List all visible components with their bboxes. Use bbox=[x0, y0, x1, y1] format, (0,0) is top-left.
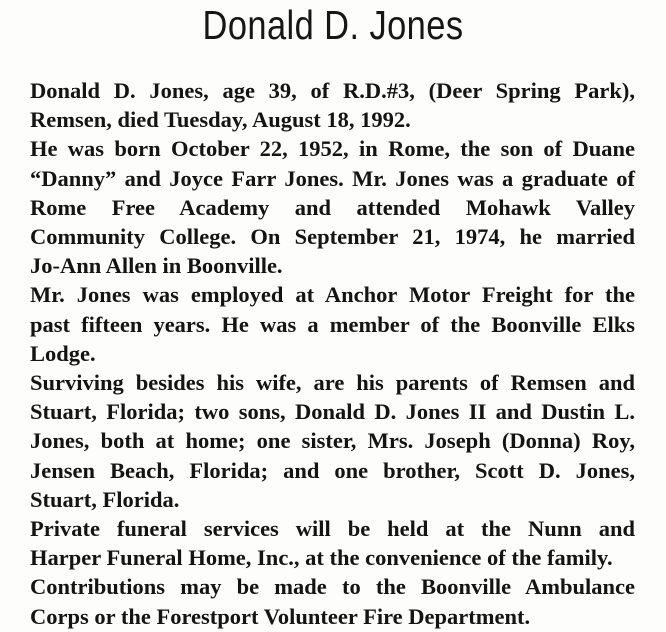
text-line: He was born October 22, 1952, in Rome, the son of Duane bbox=[30, 136, 635, 162]
text-line: Private funeral services will be held at the Nunn and bbox=[30, 516, 635, 542]
text-line: Contributions may be made to the Boonville Ambulance bbox=[30, 574, 635, 600]
paragraph-death-notice bbox=[30, 76, 635, 134]
headline: Donald D. Jones bbox=[202, 2, 464, 48]
paragraph-survivors bbox=[30, 368, 635, 514]
paragraph-biography bbox=[30, 134, 635, 280]
obituary-body bbox=[30, 76, 635, 631]
text-line: Surviving besides his wife, are his parents of Remsen and bbox=[30, 370, 635, 396]
text-line: “Danny” and Joyce Farr Jones. Mr. Jones was a graduate of bbox=[30, 165, 635, 191]
text-line: Community College. On September 21, 1974, he married bbox=[30, 224, 635, 250]
text-line: Jo-Ann Allen in Boonville. bbox=[30, 253, 283, 279]
paragraph-employment bbox=[30, 280, 635, 368]
text-line: Rome Free Academy and attended Mohawk Valley bbox=[30, 194, 635, 220]
text-line: past fifteen years. He was a member of the Boonville Elks bbox=[30, 311, 635, 337]
text-line: Stuart, Florida. bbox=[30, 486, 180, 512]
text-line: Stuart, Florida; two sons, Donald D. Jones II and Dustin L. bbox=[30, 399, 635, 425]
text-line: Harper Funeral Home, Inc., at the convenience of the family. bbox=[30, 545, 613, 571]
text-line: Mr. Jones was employed at Anchor Motor Freight for the bbox=[30, 282, 635, 308]
text-line: Remsen, died Tuesday, August 18, 1992. bbox=[30, 107, 411, 133]
paragraph-services bbox=[30, 514, 635, 572]
paragraph-contributions bbox=[30, 572, 635, 630]
text-line: Lodge. bbox=[30, 340, 96, 366]
text-line: Corps or the Forestport Volunteer Fire Department. bbox=[30, 603, 531, 629]
text-line: Donald D. Jones, age 39, of R.D.#3, (Deer Spring Park), bbox=[30, 78, 635, 103]
text-line: Jones, both at home; one sister, Mrs. Joseph (Donna) Roy, bbox=[30, 428, 635, 454]
text-line: Jensen Beach, Florida; and one brother, Scott D. Jones, bbox=[30, 457, 635, 483]
